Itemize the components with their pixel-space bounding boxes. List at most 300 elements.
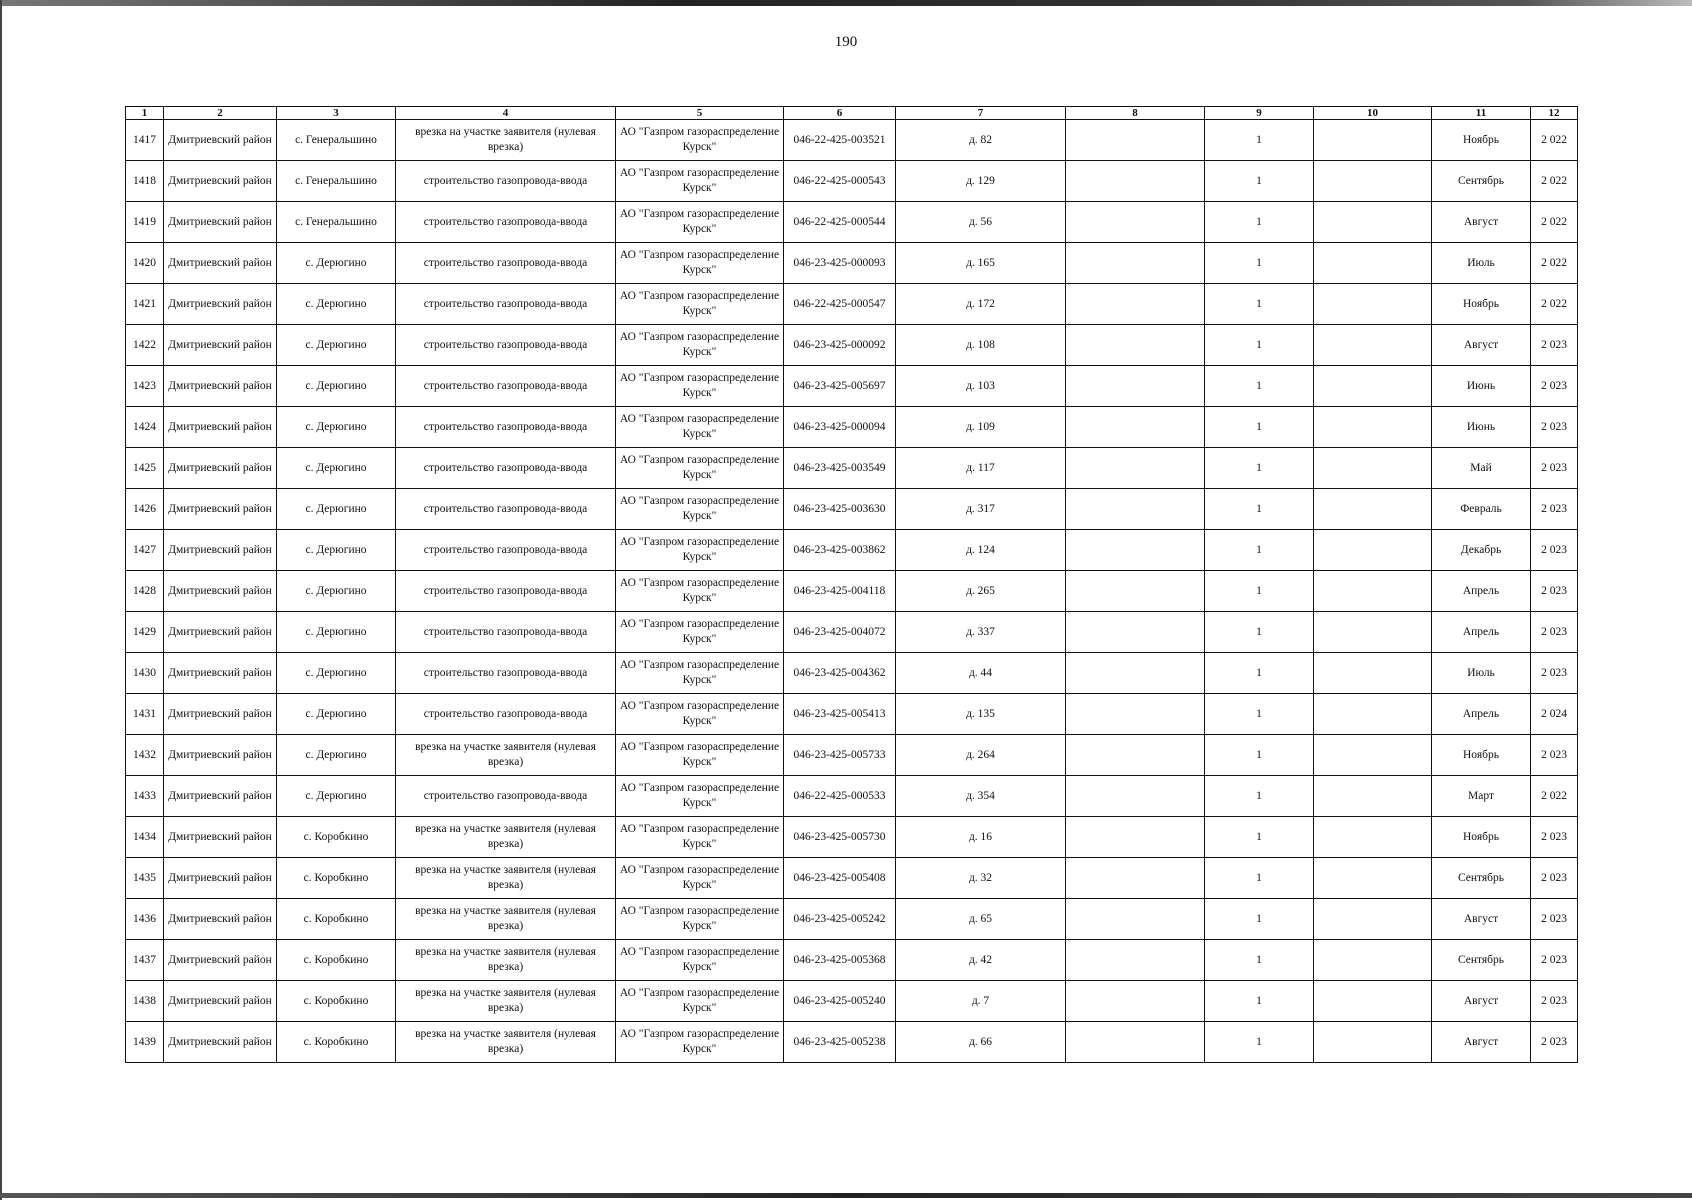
quantity-cell: 1 (1205, 448, 1314, 489)
month-cell: Июль (1432, 243, 1531, 284)
house-number-cell: д. 172 (896, 284, 1066, 325)
application-code-cell: 046-23-425-005413 (784, 694, 896, 735)
village-cell: с. Дерюгино (277, 776, 396, 817)
application-code-cell: 046-23-425-005238 (784, 1022, 896, 1063)
column-10-cell (1314, 407, 1432, 448)
month-cell: Июнь (1432, 407, 1531, 448)
column-10-cell (1314, 202, 1432, 243)
application-code-cell: 046-23-425-000093 (784, 243, 896, 284)
month-cell: Август (1432, 325, 1531, 366)
column-8-cell (1066, 325, 1205, 366)
application-code-cell: 046-23-425-003862 (784, 530, 896, 571)
organization-cell: АО "Газпром газораспределение Курск" (616, 1022, 784, 1063)
year-cell: 2 023 (1531, 653, 1578, 694)
quantity-cell: 1 (1205, 858, 1314, 899)
organization-cell: АО "Газпром газораспределение Курск" (616, 899, 784, 940)
village-cell: с. Дерюгино (277, 612, 396, 653)
column-8-cell (1066, 1022, 1205, 1063)
column-8-cell (1066, 161, 1205, 202)
district-cell: Дмитриевский район (164, 284, 277, 325)
application-code-cell: 046-23-425-003630 (784, 489, 896, 530)
district-cell: Дмитриевский район (164, 817, 277, 858)
work-type-cell: строительство газопровода-ввода (396, 284, 616, 325)
application-code-cell: 046-23-425-005368 (784, 940, 896, 981)
house-number-cell: д. 337 (896, 612, 1066, 653)
application-code-cell: 046-23-425-005697 (784, 366, 896, 407)
village-cell: с. Генеральшино (277, 161, 396, 202)
work-type-cell: врезка на участке заявителя (нулевая врезка) (396, 120, 616, 161)
column-8-cell (1066, 694, 1205, 735)
table-row (126, 612, 1578, 653)
month-cell: Июнь (1432, 366, 1531, 407)
table-row (126, 448, 1578, 489)
quantity-cell: 1 (1205, 940, 1314, 981)
column-8-cell (1066, 776, 1205, 817)
district-cell: Дмитриевский район (164, 489, 277, 530)
work-type-cell: строительство газопровода-ввода (396, 448, 616, 489)
organization-cell: АО "Газпром газораспределение Курск" (616, 817, 784, 858)
row-number-cell: 1430 (126, 653, 164, 694)
year-cell: 2 022 (1531, 243, 1578, 284)
house-number-cell: д. 317 (896, 489, 1066, 530)
quantity-cell: 1 (1205, 284, 1314, 325)
village-cell: с. Генеральшино (277, 120, 396, 161)
year-cell: 2 023 (1531, 366, 1578, 407)
house-number-cell: д. 108 (896, 325, 1066, 366)
year-cell: 2 023 (1531, 817, 1578, 858)
column-8-cell (1066, 899, 1205, 940)
quantity-cell: 1 (1205, 489, 1314, 530)
organization-cell: АО "Газпром газораспределение Курск" (616, 776, 784, 817)
table-row (126, 161, 1578, 202)
column-8-cell (1066, 202, 1205, 243)
village-cell: с. Дерюгино (277, 530, 396, 571)
organization-cell: АО "Газпром газораспределение Курск" (616, 981, 784, 1022)
work-type-cell: строительство газопровода-ввода (396, 489, 616, 530)
month-cell: Сентябрь (1432, 940, 1531, 981)
year-cell: 2 023 (1531, 325, 1578, 366)
application-code-cell: 046-22-425-000547 (784, 284, 896, 325)
quantity-cell: 1 (1205, 1022, 1314, 1063)
work-type-cell: строительство газопровода-ввода (396, 776, 616, 817)
row-number-cell: 1434 (126, 817, 164, 858)
village-cell: с. Генеральшино (277, 202, 396, 243)
column-10-cell (1314, 981, 1432, 1022)
column-10-cell (1314, 817, 1432, 858)
application-code-cell: 046-22-425-000533 (784, 776, 896, 817)
work-type-cell: врезка на участке заявителя (нулевая врезка) (396, 817, 616, 858)
organization-cell: АО "Газпром газораспределение Курск" (616, 161, 784, 202)
village-cell: с. Дерюгино (277, 653, 396, 694)
quantity-cell: 1 (1205, 120, 1314, 161)
row-number-cell: 1420 (126, 243, 164, 284)
month-cell: Ноябрь (1432, 120, 1531, 161)
table-row (126, 653, 1578, 694)
application-code-cell: 046-23-425-005242 (784, 899, 896, 940)
application-code-cell: 046-23-425-005733 (784, 735, 896, 776)
table-row (126, 325, 1578, 366)
header-cell: 5 (616, 107, 784, 120)
district-cell: Дмитриевский район (164, 1022, 277, 1063)
row-number-cell: 1436 (126, 899, 164, 940)
district-cell: Дмитриевский район (164, 202, 277, 243)
village-cell: с. Коробкино (277, 817, 396, 858)
column-10-cell (1314, 940, 1432, 981)
year-cell: 2 022 (1531, 202, 1578, 243)
district-cell: Дмитриевский район (164, 940, 277, 981)
row-number-cell: 1437 (126, 940, 164, 981)
table-row (126, 284, 1578, 325)
table-row (126, 735, 1578, 776)
organization-cell: АО "Газпром газораспределение Курск" (616, 120, 784, 161)
row-number-cell: 1428 (126, 571, 164, 612)
header-cell: 2 (164, 107, 277, 120)
year-cell: 2 022 (1531, 161, 1578, 202)
table-body (126, 107, 1578, 1063)
organization-cell: АО "Газпром газораспределение Курск" (616, 571, 784, 612)
work-type-cell: строительство газопровода-ввода (396, 612, 616, 653)
district-cell: Дмитриевский район (164, 120, 277, 161)
quantity-cell: 1 (1205, 366, 1314, 407)
month-cell: Сентябрь (1432, 858, 1531, 899)
district-cell: Дмитриевский район (164, 161, 277, 202)
year-cell: 2 022 (1531, 120, 1578, 161)
column-8-cell (1066, 489, 1205, 530)
house-number-cell: д. 66 (896, 1022, 1066, 1063)
year-cell: 2 023 (1531, 612, 1578, 653)
village-cell: с. Дерюгино (277, 243, 396, 284)
year-cell: 2 023 (1531, 735, 1578, 776)
district-cell: Дмитриевский район (164, 612, 277, 653)
year-cell: 2 023 (1531, 530, 1578, 571)
row-number-cell: 1421 (126, 284, 164, 325)
village-cell: с. Коробкино (277, 858, 396, 899)
quantity-cell: 1 (1205, 981, 1314, 1022)
work-type-cell: строительство газопровода-ввода (396, 366, 616, 407)
house-number-cell: д. 354 (896, 776, 1066, 817)
row-number-cell: 1425 (126, 448, 164, 489)
column-8-cell (1066, 612, 1205, 653)
village-cell: с. Коробкино (277, 981, 396, 1022)
table-row (126, 571, 1578, 612)
district-cell: Дмитриевский район (164, 899, 277, 940)
work-type-cell: строительство газопровода-ввода (396, 653, 616, 694)
year-cell: 2 023 (1531, 899, 1578, 940)
column-10-cell (1314, 1022, 1432, 1063)
quantity-cell: 1 (1205, 530, 1314, 571)
year-cell: 2 022 (1531, 776, 1578, 817)
column-8-cell (1066, 120, 1205, 161)
column-8-cell (1066, 571, 1205, 612)
year-cell: 2 023 (1531, 571, 1578, 612)
house-number-cell: д. 82 (896, 120, 1066, 161)
house-number-cell: д. 124 (896, 530, 1066, 571)
village-cell: с. Дерюгино (277, 694, 396, 735)
column-8-cell (1066, 284, 1205, 325)
quantity-cell: 1 (1205, 694, 1314, 735)
application-code-cell: 046-22-425-000544 (784, 202, 896, 243)
scan-border-bottom (0, 1193, 1692, 1198)
application-code-cell: 046-23-425-005730 (784, 817, 896, 858)
table-row (126, 530, 1578, 571)
house-number-cell: д. 65 (896, 899, 1066, 940)
house-number-cell: д. 265 (896, 571, 1066, 612)
house-number-cell: д. 165 (896, 243, 1066, 284)
row-number-cell: 1431 (126, 694, 164, 735)
organization-cell: АО "Газпром газораспределение Курск" (616, 202, 784, 243)
quantity-cell: 1 (1205, 243, 1314, 284)
column-10-cell (1314, 530, 1432, 571)
month-cell: Август (1432, 981, 1531, 1022)
table-row (126, 858, 1578, 899)
table-row (126, 202, 1578, 243)
header-cell: 4 (396, 107, 616, 120)
row-number-cell: 1424 (126, 407, 164, 448)
work-type-cell: врезка на участке заявителя (нулевая врезка) (396, 981, 616, 1022)
work-type-cell: врезка на участке заявителя (нулевая врезка) (396, 940, 616, 981)
district-cell: Дмитриевский район (164, 776, 277, 817)
year-cell: 2 023 (1531, 981, 1578, 1022)
year-cell: 2 023 (1531, 940, 1578, 981)
district-cell: Дмитриевский район (164, 325, 277, 366)
village-cell: с. Дерюгино (277, 448, 396, 489)
organization-cell: АО "Газпром газораспределение Курск" (616, 858, 784, 899)
house-number-cell: д. 42 (896, 940, 1066, 981)
work-type-cell: строительство газопровода-ввода (396, 571, 616, 612)
work-type-cell: строительство газопровода-ввода (396, 407, 616, 448)
row-number-cell: 1426 (126, 489, 164, 530)
work-type-cell: строительство газопровода-ввода (396, 202, 616, 243)
application-code-cell: 046-23-425-004118 (784, 571, 896, 612)
work-type-cell: строительство газопровода-ввода (396, 161, 616, 202)
row-number-cell: 1422 (126, 325, 164, 366)
application-code-cell: 046-22-425-003521 (784, 120, 896, 161)
house-number-cell: д. 109 (896, 407, 1066, 448)
registry-table (125, 106, 1578, 1063)
table-row (126, 981, 1578, 1022)
column-10-cell (1314, 120, 1432, 161)
row-number-cell: 1429 (126, 612, 164, 653)
column-10-cell (1314, 899, 1432, 940)
table-row (126, 817, 1578, 858)
organization-cell: АО "Газпром газораспределение Курск" (616, 325, 784, 366)
column-10-cell (1314, 858, 1432, 899)
application-code-cell: 046-23-425-004072 (784, 612, 896, 653)
house-number-cell: д. 135 (896, 694, 1066, 735)
year-cell: 2 023 (1531, 858, 1578, 899)
quantity-cell: 1 (1205, 571, 1314, 612)
house-number-cell: д. 16 (896, 817, 1066, 858)
house-number-cell: д. 129 (896, 161, 1066, 202)
header-cell: 11 (1432, 107, 1531, 120)
quantity-cell: 1 (1205, 407, 1314, 448)
village-cell: с. Коробкино (277, 940, 396, 981)
work-type-cell: врезка на участке заявителя (нулевая врезка) (396, 1022, 616, 1063)
month-cell: Апрель (1432, 571, 1531, 612)
column-8-cell (1066, 407, 1205, 448)
application-code-cell: 046-23-425-005240 (784, 981, 896, 1022)
quantity-cell: 1 (1205, 776, 1314, 817)
district-cell: Дмитриевский район (164, 858, 277, 899)
column-8-cell (1066, 653, 1205, 694)
work-type-cell: врезка на участке заявителя (нулевая врезка) (396, 735, 616, 776)
column-10-cell (1314, 161, 1432, 202)
column-10-cell (1314, 284, 1432, 325)
page-number: 190 (834, 34, 858, 50)
house-number-cell: д. 117 (896, 448, 1066, 489)
header-row (126, 107, 1578, 120)
work-type-cell: строительство газопровода-ввода (396, 530, 616, 571)
house-number-cell: д. 7 (896, 981, 1066, 1022)
month-cell: Август (1432, 899, 1531, 940)
table-row (126, 1022, 1578, 1063)
header-cell: 12 (1531, 107, 1578, 120)
month-cell: Июль (1432, 653, 1531, 694)
village-cell: с. Дерюгино (277, 571, 396, 612)
scan-border-top (0, 0, 1692, 6)
organization-cell: АО "Газпром газораспределение Курск" (616, 694, 784, 735)
table-row (126, 694, 1578, 735)
column-8-cell (1066, 366, 1205, 407)
row-number-cell: 1439 (126, 1022, 164, 1063)
column-10-cell (1314, 735, 1432, 776)
row-number-cell: 1423 (126, 366, 164, 407)
organization-cell: АО "Газпром газораспределение Курск" (616, 284, 784, 325)
organization-cell: АО "Газпром газораспределение Курск" (616, 407, 784, 448)
column-8-cell (1066, 858, 1205, 899)
month-cell: Сентябрь (1432, 161, 1531, 202)
month-cell: Ноябрь (1432, 284, 1531, 325)
year-cell: 2 022 (1531, 284, 1578, 325)
month-cell: Апрель (1432, 612, 1531, 653)
table-row (126, 407, 1578, 448)
house-number-cell: д. 264 (896, 735, 1066, 776)
organization-cell: АО "Газпром газораспределение Курск" (616, 366, 784, 407)
year-cell: 2 023 (1531, 1022, 1578, 1063)
month-cell: Декабрь (1432, 530, 1531, 571)
work-type-cell: врезка на участке заявителя (нулевая врезка) (396, 858, 616, 899)
year-cell: 2 024 (1531, 694, 1578, 735)
column-10-cell (1314, 448, 1432, 489)
quantity-cell: 1 (1205, 653, 1314, 694)
table-row (126, 120, 1578, 161)
organization-cell: АО "Газпром газораспределение Курск" (616, 448, 784, 489)
column-10-cell (1314, 243, 1432, 284)
district-cell: Дмитриевский район (164, 694, 277, 735)
district-cell: Дмитриевский район (164, 448, 277, 489)
village-cell: с. Дерюгино (277, 735, 396, 776)
table-row (126, 243, 1578, 284)
column-10-cell (1314, 489, 1432, 530)
month-cell: Май (1432, 448, 1531, 489)
district-cell: Дмитриевский район (164, 981, 277, 1022)
month-cell: Ноябрь (1432, 817, 1531, 858)
quantity-cell: 1 (1205, 735, 1314, 776)
work-type-cell: строительство газопровода-ввода (396, 325, 616, 366)
organization-cell: АО "Газпром газораспределение Курск" (616, 653, 784, 694)
work-type-cell: строительство газопровода-ввода (396, 243, 616, 284)
column-10-cell (1314, 366, 1432, 407)
column-8-cell (1066, 940, 1205, 981)
column-8-cell (1066, 530, 1205, 571)
application-code-cell: 046-22-425-000543 (784, 161, 896, 202)
organization-cell: АО "Газпром газораспределение Курск" (616, 530, 784, 571)
month-cell: Февраль (1432, 489, 1531, 530)
house-number-cell: д. 103 (896, 366, 1066, 407)
month-cell: Август (1432, 202, 1531, 243)
organization-cell: АО "Газпром газораспределение Курск" (616, 940, 784, 981)
quantity-cell: 1 (1205, 612, 1314, 653)
house-number-cell: д. 32 (896, 858, 1066, 899)
application-code-cell: 046-23-425-000092 (784, 325, 896, 366)
district-cell: Дмитриевский район (164, 407, 277, 448)
column-10-cell (1314, 571, 1432, 612)
column-8-cell (1066, 448, 1205, 489)
header-cell: 6 (784, 107, 896, 120)
district-cell: Дмитриевский район (164, 735, 277, 776)
month-cell: Ноябрь (1432, 735, 1531, 776)
quantity-cell: 1 (1205, 161, 1314, 202)
month-cell: Апрель (1432, 694, 1531, 735)
village-cell: с. Дерюгино (277, 325, 396, 366)
month-cell: Август (1432, 1022, 1531, 1063)
row-number-cell: 1438 (126, 981, 164, 1022)
header-cell: 8 (1066, 107, 1205, 120)
header-cell: 1 (126, 107, 164, 120)
village-cell: с. Коробкино (277, 1022, 396, 1063)
table-row (126, 940, 1578, 981)
column-10-cell (1314, 612, 1432, 653)
organization-cell: АО "Газпром газораспределение Курск" (616, 489, 784, 530)
column-8-cell (1066, 981, 1205, 1022)
application-code-cell: 046-23-425-000094 (784, 407, 896, 448)
table-row (126, 489, 1578, 530)
district-cell: Дмитриевский район (164, 366, 277, 407)
table-row (126, 366, 1578, 407)
header-cell: 10 (1314, 107, 1432, 120)
quantity-cell: 1 (1205, 202, 1314, 243)
row-number-cell: 1419 (126, 202, 164, 243)
district-cell: Дмитриевский район (164, 530, 277, 571)
quantity-cell: 1 (1205, 817, 1314, 858)
column-8-cell (1066, 243, 1205, 284)
row-number-cell: 1417 (126, 120, 164, 161)
district-cell: Дмитриевский район (164, 243, 277, 284)
work-type-cell: строительство газопровода-ввода (396, 694, 616, 735)
village-cell: с. Дерюгино (277, 366, 396, 407)
application-code-cell: 046-23-425-005408 (784, 858, 896, 899)
quantity-cell: 1 (1205, 899, 1314, 940)
application-code-cell: 046-23-425-004362 (784, 653, 896, 694)
header-cell: 9 (1205, 107, 1314, 120)
row-number-cell: 1433 (126, 776, 164, 817)
year-cell: 2 023 (1531, 407, 1578, 448)
month-cell: Март (1432, 776, 1531, 817)
table-row (126, 776, 1578, 817)
organization-cell: АО "Газпром газораспределение Курск" (616, 612, 784, 653)
header-cell: 3 (277, 107, 396, 120)
year-cell: 2 023 (1531, 489, 1578, 530)
district-cell: Дмитриевский район (164, 653, 277, 694)
column-8-cell (1066, 735, 1205, 776)
work-type-cell: врезка на участке заявителя (нулевая врезка) (396, 899, 616, 940)
column-10-cell (1314, 653, 1432, 694)
village-cell: с. Дерюгино (277, 407, 396, 448)
column-10-cell (1314, 776, 1432, 817)
house-number-cell: д. 56 (896, 202, 1066, 243)
column-10-cell (1314, 325, 1432, 366)
row-number-cell: 1427 (126, 530, 164, 571)
